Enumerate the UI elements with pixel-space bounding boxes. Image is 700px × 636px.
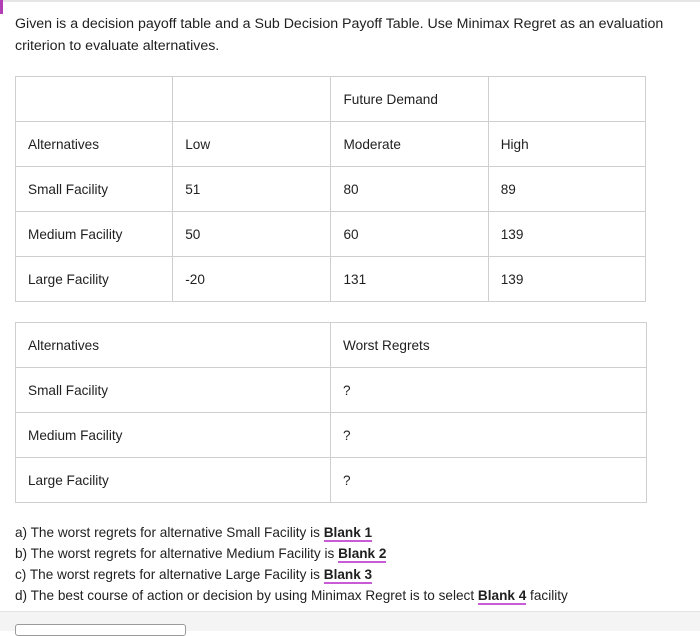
table-cell: -20 <box>173 257 331 302</box>
table-cell: Large Facility <box>16 458 331 503</box>
table-cell: ? <box>331 368 647 413</box>
table-row <box>16 77 646 122</box>
table-cell: Medium Facility <box>16 212 173 257</box>
blank-4[interactable]: Blank 4 <box>477 588 527 603</box>
table-cell: ? <box>331 413 647 458</box>
table-cell: 89 <box>488 167 645 212</box>
question-intro: Given is a decision payoff table and a Sub Decision Payoff Table. Use Minimax Regret as an evaluation criterion to evaluate alternatives. <box>15 16 664 54</box>
table-row <box>16 212 646 257</box>
header-cell: Moderate <box>331 122 488 167</box>
header-cell: Worst Regrets <box>331 323 647 368</box>
table-cell <box>173 77 331 122</box>
table-cell: 139 <box>488 212 645 257</box>
answer-input[interactable] <box>15 624 186 636</box>
table-cell: Small Facility <box>16 368 331 413</box>
table-cell: ? <box>331 458 647 503</box>
header-cell: Alternatives <box>16 122 173 167</box>
header-cell: Low <box>173 122 331 167</box>
top-rule <box>0 0 700 2</box>
group-header-cell: Future Demand <box>331 77 488 122</box>
header-cell: High <box>488 122 645 167</box>
table-header-row <box>16 122 646 167</box>
table-cell: Small Facility <box>16 167 173 212</box>
table-cell <box>16 77 173 122</box>
questions-list <box>15 522 685 606</box>
regret-table <box>15 322 647 503</box>
question-text: d) The best course of action or decision by using Minimax Regret is to select <box>15 588 478 603</box>
table-cell: 131 <box>331 257 488 302</box>
table-cell: Large Facility <box>16 257 173 302</box>
table-cell: 50 <box>173 212 331 257</box>
table-cell: Medium Facility <box>16 413 331 458</box>
question-text: b) The worst regrets for alternative Medium Facility is <box>15 546 339 561</box>
table-row <box>16 167 646 212</box>
blank-3[interactable]: Blank 3 <box>323 567 373 582</box>
table-row <box>16 257 646 302</box>
table-row <box>16 368 647 413</box>
table-cell <box>488 77 645 122</box>
question-b <box>15 543 685 564</box>
table-cell: 80 <box>331 167 488 212</box>
table-row <box>16 413 647 458</box>
blank-1[interactable]: Blank 1 <box>323 525 373 540</box>
blank-2[interactable]: Blank 2 <box>338 546 387 561</box>
question-d <box>15 585 685 606</box>
accent-bar <box>0 0 3 14</box>
question-c <box>15 564 685 585</box>
table-row <box>16 458 647 503</box>
table-header-row <box>16 323 647 368</box>
question-text-after: facility <box>526 588 568 603</box>
table-cell: 60 <box>331 212 488 257</box>
question-text: a) The worst regrets for alternative Small Facility is <box>15 525 324 540</box>
question-a <box>15 522 685 543</box>
table-cell: 51 <box>173 167 331 212</box>
payoff-table <box>15 76 646 302</box>
table-cell: 139 <box>488 257 645 302</box>
question-text: c) The worst regrets for alternative Large Facility is <box>15 567 324 582</box>
header-cell: Alternatives <box>16 323 331 368</box>
